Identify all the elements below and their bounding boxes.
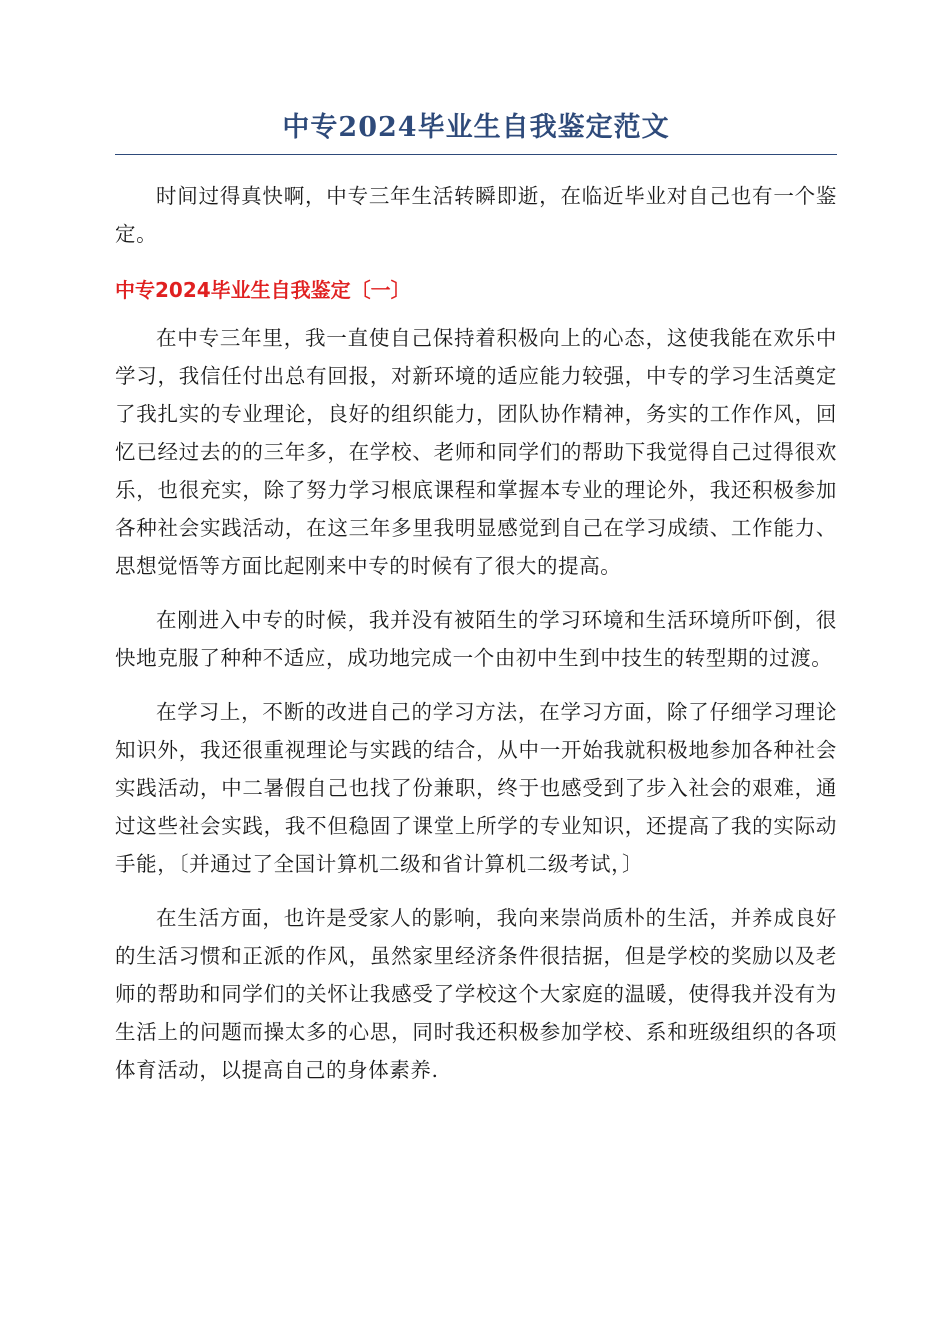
body-paragraph-4: 在生活方面，也许是受家人的影响，我向来崇尚质朴的生活，并养成良好的生活习惯和正派的作风，虽然家里经济条件很拮据，但是学校的奖励以及老师的帮助和同学们的关怀让我感受了学校这个大家庭的温暖，使得我并没有为生活上的问题而操太多的心思，同时我还积极参加学校、系和班级组织的各项体育活动，以提高自己的身体素养. — [115, 906, 837, 1082]
intro-paragraph: 时间过得真快啊，中专三年生活转瞬即逝，在临近毕业对自己也有一个鉴定。 — [115, 184, 837, 246]
body-paragraph-2: 在刚进入中专的时候，我并没有被陌生的学习环境和生活环境所吓倒，很快地克服了种种不适应，成功地完成一个由初中生到中技生的转型期的过渡。 — [115, 608, 837, 670]
body-paragraph-1: 在中专三年里，我一直使自己保持着积极向上的心态，这使我能在欢乐中学习，我信任付出总有回报，对新环境的适应能力较强，中专的学习生活奠定了我扎实的专业理论，良好的组织能力，团队协作精神，务实的工作作风，回忆已经过去的的三年多，在学校、老师和同学们的帮助下我觉得自己过得很欢乐，也很充实，除了努力学习根底课程和掌握本专业的理论外，我还积极参加各种社会实践活动，在这三年多里我明显感觉到自己在学习成绩、工作能力、思想觉悟等方面比起刚来中专的时候有了很大的提高。 — [115, 326, 837, 578]
document-title: 中专2024毕业生自我鉴定范文 — [115, 108, 837, 155]
document-page — [115, 108, 837, 1089]
section-heading: 中专2024毕业生自我鉴定〔一〕 — [115, 278, 411, 302]
body-paragraph-3: 在学习上，不断的改进自己的学习方法，在学习方面，除了仔细学习理论知识外，我还很重视理论与实践的结合，从中一开始我就积极地参加各种社会实践活动，中二暑假自己也找了份兼职，终于也感受到了步入社会的艰难，通过这些社会实践，我不但稳固了课堂上所学的专业知识，还提高了我的实际动手能，〔并通过了全国计算机二级和省计算机二级考试，〕 — [115, 700, 837, 876]
